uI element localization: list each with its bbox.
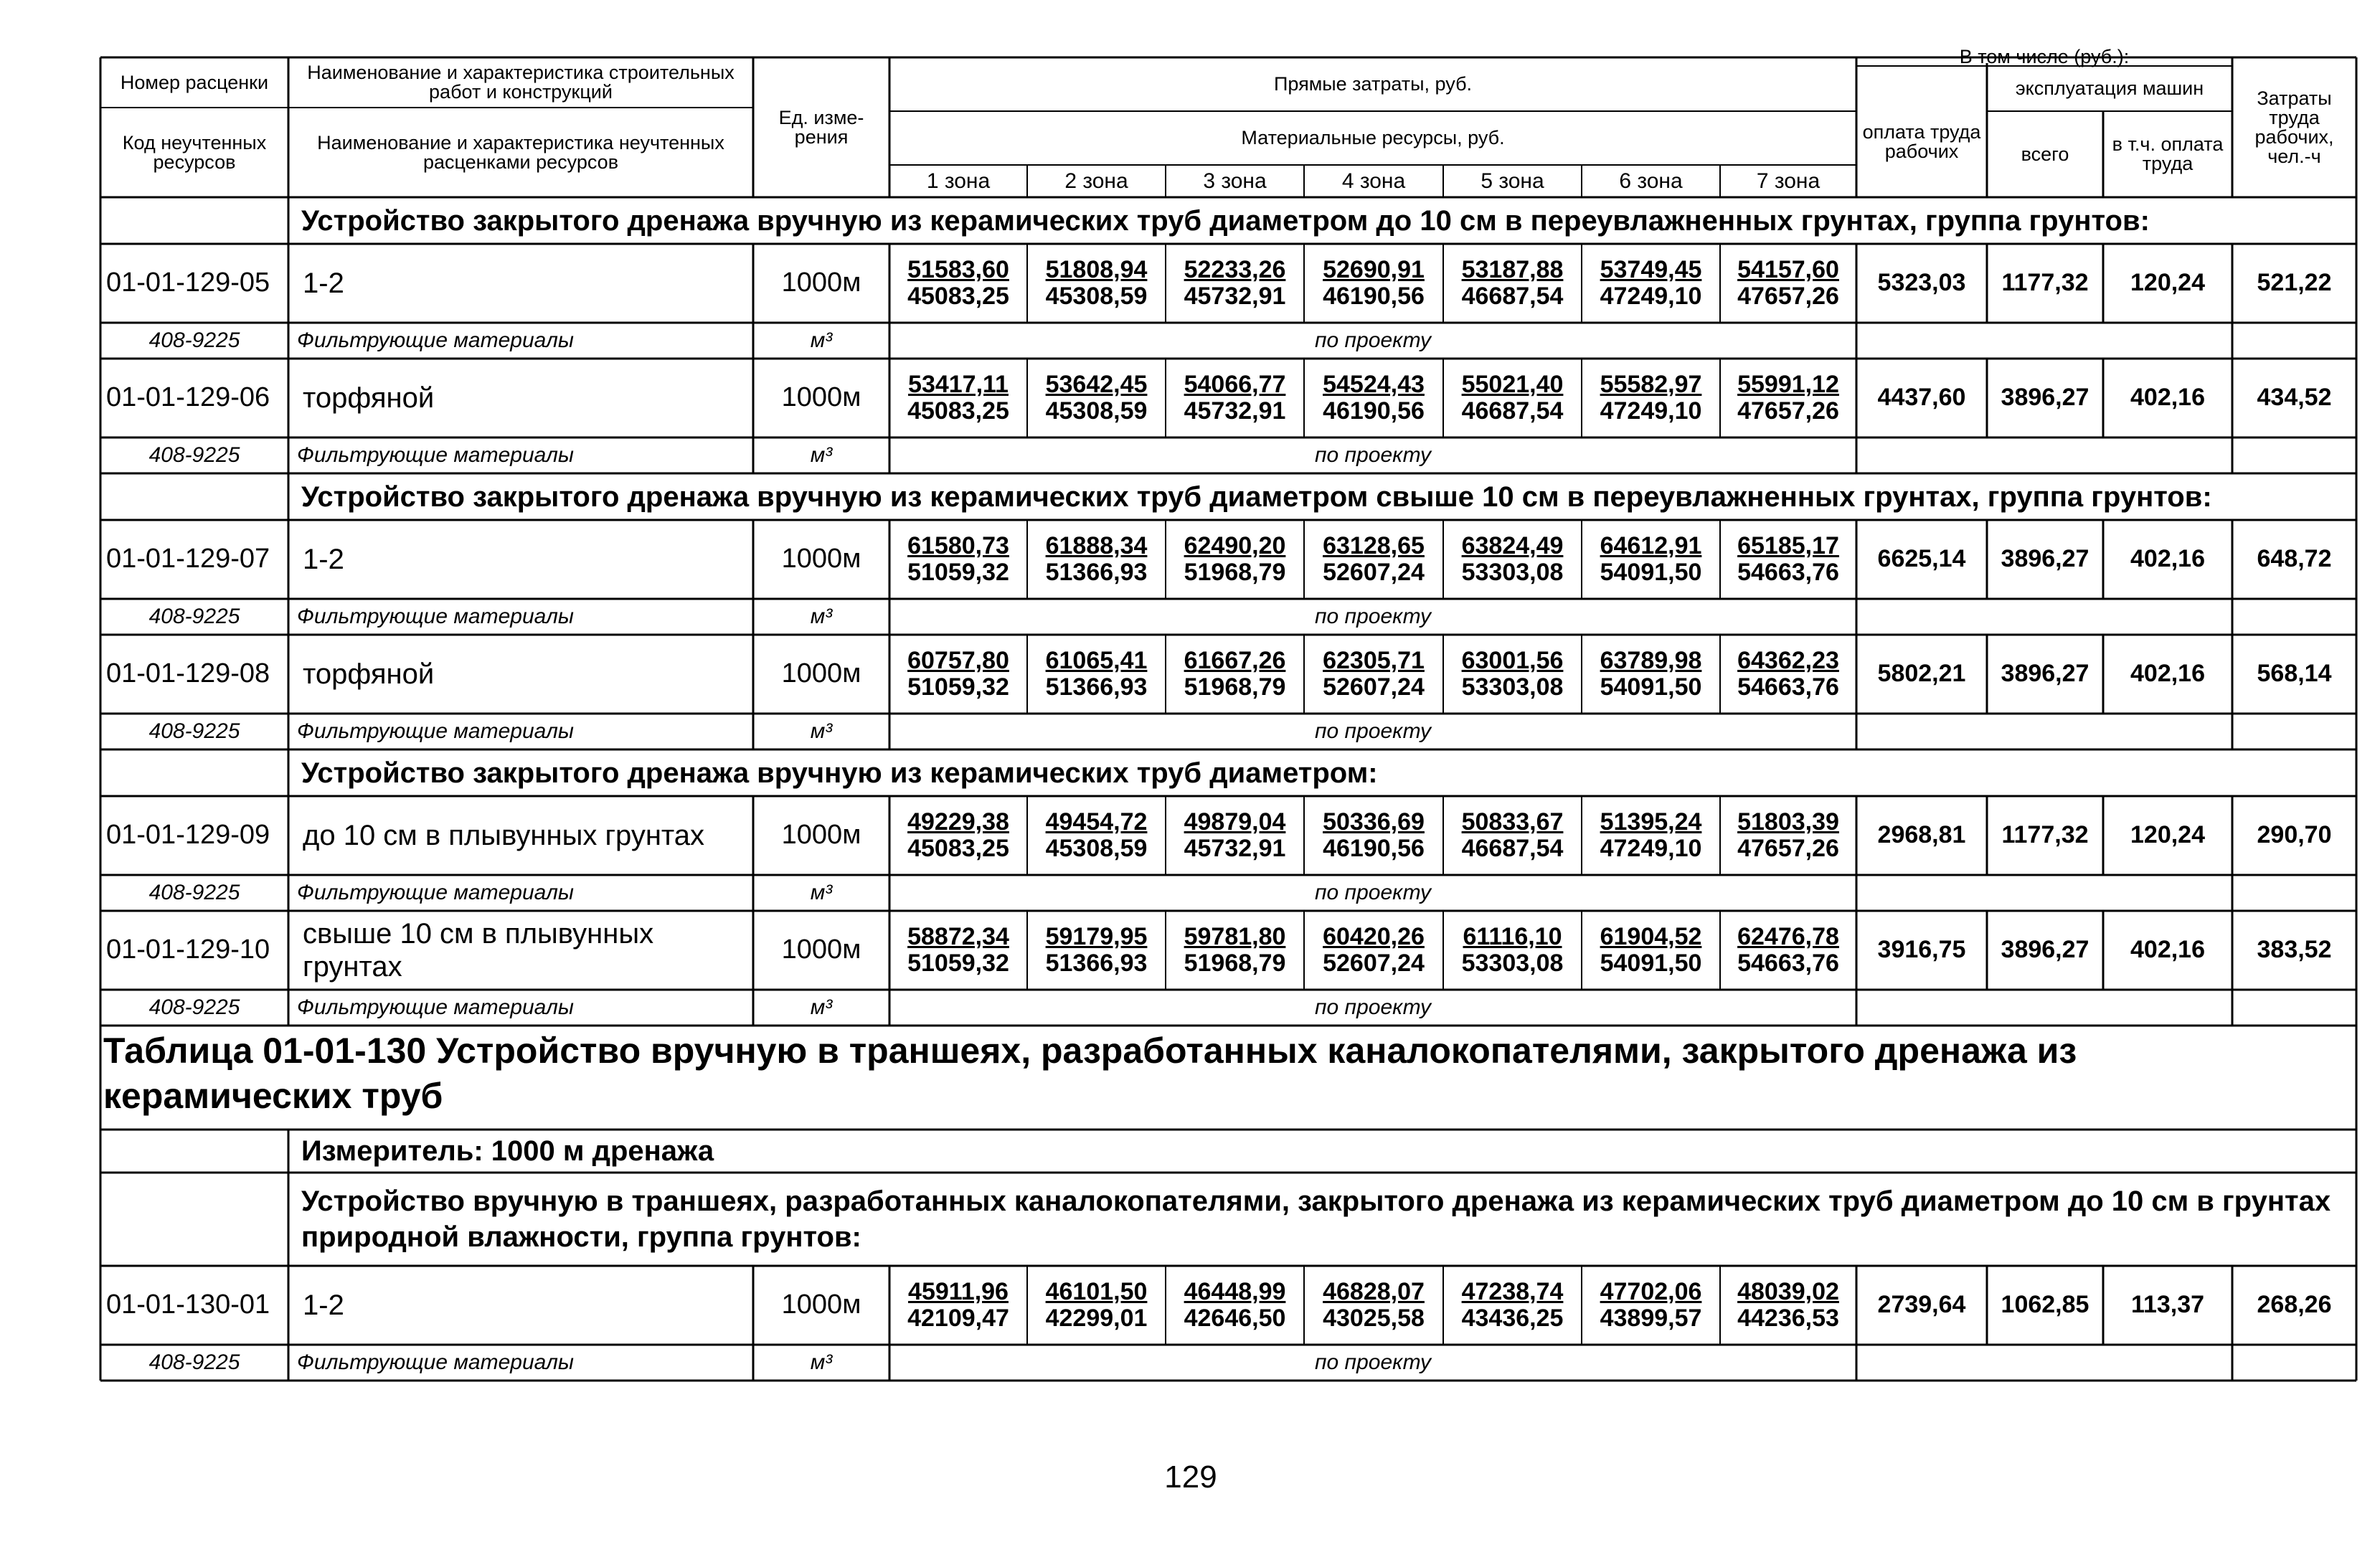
price-material: 45732,91 (1184, 283, 1286, 310)
price-total: 50336,69 (1323, 808, 1425, 836)
header-labor-pay: оплата труда рабочих (1862, 120, 1981, 162)
zone-price (1443, 796, 1582, 875)
price-total: 61065,41 (1045, 646, 1148, 674)
resource-code: 408-9225 (148, 328, 240, 353)
resource-unit: м³ (810, 443, 833, 468)
zone-price (1304, 244, 1443, 323)
unit: 1000м (781, 268, 861, 298)
price-total: 50833,67 (1461, 808, 1564, 836)
zone-price (1720, 244, 1856, 323)
machines-total: 3896,27 (2001, 936, 2089, 964)
group-heading: Устройство закрытого дренажа вручную из керамических труб диаметром свыше 10 см в переувлажненных грунтах, группа грунтов: (301, 481, 2212, 513)
header-code-bottom: Код неучтенных ресурсов (122, 131, 267, 173)
price-total: 53187,88 (1461, 255, 1564, 283)
price-material: 47657,26 (1737, 283, 1839, 310)
header-zone: 2 зона (1064, 169, 1128, 193)
price-total: 55021,40 (1461, 370, 1564, 398)
work-name: 1-2 (303, 1289, 344, 1321)
resource-name: Фильтрующие материалы (297, 443, 575, 468)
price-material: 46190,56 (1323, 397, 1425, 425)
header-zone: 3 зона (1203, 169, 1267, 193)
work-name: 1-2 (303, 268, 344, 299)
price-total: 52233,26 (1184, 255, 1286, 283)
zone-price (1582, 796, 1720, 875)
price-total: 55582,97 (1600, 370, 1702, 398)
machines-total: 3896,27 (2001, 384, 2089, 412)
labor-pay: 5802,21 (1877, 660, 1966, 688)
price-material: 45083,25 (907, 397, 1009, 425)
price-material: 45308,59 (1045, 283, 1148, 310)
price-material: 45083,25 (907, 835, 1009, 862)
price-total: 54157,60 (1737, 255, 1839, 283)
price-total: 59179,95 (1045, 922, 1148, 950)
price-total: 63128,65 (1323, 531, 1425, 559)
price-material: 46190,56 (1323, 283, 1425, 310)
header-material-resources: Материальные ресурсы, руб. (1241, 127, 1505, 148)
zone-price (1443, 911, 1582, 990)
price-material: 54663,76 (1737, 559, 1839, 586)
price-material: 45308,59 (1045, 397, 1148, 425)
zone-price (1443, 1266, 1582, 1345)
zone-price (1166, 520, 1304, 599)
rate-code: 01-01-129-09 (106, 820, 270, 851)
work-name: 1-2 (303, 544, 344, 575)
header-zone: 1 зона (926, 169, 991, 193)
machines-total: 3896,27 (2001, 545, 2089, 573)
price-total: 59781,80 (1184, 922, 1286, 950)
price-total: 51803,39 (1737, 808, 1839, 836)
price-material: 51059,32 (907, 950, 1009, 977)
work-name: до 10 см в плывунных грунтах (303, 820, 705, 851)
price-material: 45732,91 (1184, 835, 1286, 862)
price-material: 54663,76 (1737, 673, 1839, 701)
resource-code: 408-9225 (148, 1350, 240, 1375)
price-material: 53303,08 (1461, 559, 1564, 586)
price-material: 52607,24 (1323, 673, 1425, 701)
resource-code: 408-9225 (148, 443, 240, 468)
header-name-bottom: Наименование и характеристика неучтенных расценками ресурсов (317, 131, 724, 173)
price-total: 55991,12 (1737, 370, 1839, 398)
resource-unit: м³ (810, 881, 833, 905)
zone-price (1582, 911, 1720, 990)
resource-code: 408-9225 (148, 995, 240, 1020)
zone-price (1443, 520, 1582, 599)
price-material: 45732,91 (1184, 397, 1286, 425)
price-material: 47657,26 (1737, 835, 1839, 862)
resource-value: по проекту (1315, 443, 1431, 468)
price-total: 52690,91 (1323, 255, 1425, 283)
price-material: 51968,79 (1184, 950, 1286, 977)
zone-price (1443, 244, 1582, 323)
price-total: 62490,20 (1184, 531, 1286, 559)
zone-price (1304, 1266, 1443, 1345)
price-total: 63001,56 (1461, 646, 1564, 674)
header-including: В том числе (руб.): (1959, 45, 2130, 67)
price-total: 63824,49 (1461, 531, 1564, 559)
price-total: 49454,72 (1045, 808, 1148, 836)
labor-hours: 568,14 (2257, 660, 2332, 688)
zone-price (1166, 911, 1304, 990)
labor-hours: 383,52 (2257, 936, 2332, 964)
zone-price (1027, 244, 1166, 323)
labor-pay: 4437,60 (1877, 384, 1966, 412)
price-material: 46190,56 (1323, 835, 1425, 862)
price-total: 64362,23 (1737, 646, 1839, 674)
zone-price (1304, 796, 1443, 875)
zone-price (1166, 359, 1304, 437)
zone-price (1720, 520, 1856, 599)
table-title: Таблица 01-01-130 Устройство вручную в траншеях, разработанных каналокопателями, закрытого дренажа из керамических труб (103, 1031, 2077, 1116)
header-direct-costs: Прямые затраты, руб. (1273, 73, 1473, 95)
price-material: 46687,54 (1461, 835, 1564, 862)
resource-name: Фильтрующие материалы (297, 1350, 575, 1375)
work-name: торфяной (303, 382, 435, 414)
group-heading: Устройство закрытого дренажа вручную из керамических труб диаметром: (301, 757, 1378, 789)
price-total: 61667,26 (1184, 646, 1286, 674)
machines-total: 3896,27 (2001, 660, 2089, 688)
machines-total: 1177,32 (2001, 821, 2089, 849)
resource-value: по проекту (1315, 995, 1431, 1020)
price-material: 51968,79 (1184, 673, 1286, 701)
zone-price (1027, 635, 1166, 714)
price-material: 52607,24 (1323, 950, 1425, 977)
zone-price (889, 244, 1027, 323)
header-labor-cost: Затраты труда рабочих, чел.-ч (2254, 87, 2334, 167)
price-material: 51366,93 (1045, 673, 1148, 701)
labor-pay: 6625,14 (1877, 545, 1966, 573)
header-zone: 6 зона (1619, 169, 1683, 193)
price-total: 53749,45 (1600, 255, 1702, 283)
zone-price (1027, 1266, 1166, 1345)
zone-price (889, 359, 1027, 437)
labor-hours: 648,72 (2257, 545, 2332, 573)
zone-price (1166, 796, 1304, 875)
zone-price (1304, 635, 1443, 714)
price-material: 47249,10 (1600, 283, 1702, 310)
labor-pay: 2968,81 (1877, 821, 1966, 849)
machines-total: 1177,32 (2001, 269, 2089, 297)
resource-value: по проекту (1315, 1350, 1431, 1375)
labor-hours: 434,52 (2257, 384, 2332, 412)
zone-price (1582, 359, 1720, 437)
unit: 1000м (781, 544, 861, 574)
header-zone: 7 зона (1756, 169, 1821, 193)
price-material: 51366,93 (1045, 559, 1148, 586)
header-code-top: Номер расценки (120, 71, 269, 93)
price-material: 43899,57 (1600, 1305, 1702, 1332)
price-total: 61888,34 (1045, 531, 1148, 559)
zone-price (1027, 520, 1166, 599)
rate-code: 01-01-129-07 (106, 544, 270, 574)
price-material: 43436,25 (1461, 1305, 1564, 1332)
page-number: 129 (1164, 1459, 1217, 1495)
zone-price (1166, 1266, 1304, 1345)
resource-name: Фильтрующие материалы (297, 328, 575, 353)
price-total: 51395,24 (1600, 808, 1702, 836)
price-total: 54066,77 (1184, 370, 1286, 398)
zone-price (1304, 359, 1443, 437)
unit: 1000м (781, 934, 861, 965)
price-material: 53303,08 (1461, 950, 1564, 977)
labor-pay: 5323,03 (1877, 269, 1966, 297)
price-total: 53642,45 (1045, 370, 1148, 398)
price-total: 58872,34 (907, 922, 1009, 950)
price-material: 44236,53 (1737, 1305, 1839, 1332)
price-total: 51808,94 (1045, 255, 1148, 283)
price-material: 51059,32 (907, 673, 1009, 701)
resource-value: по проекту (1315, 719, 1431, 744)
zone-price (1443, 359, 1582, 437)
unit: 1000м (781, 1289, 861, 1320)
zone-price (889, 1266, 1027, 1345)
labor-pay: 2739,64 (1877, 1291, 1966, 1319)
rate-code: 01-01-129-05 (106, 268, 270, 298)
price-total: 62476,78 (1737, 922, 1839, 950)
price-total: 65185,17 (1737, 531, 1839, 559)
machines-labor: 113,37 (2130, 1291, 2205, 1319)
price-material: 54091,50 (1600, 950, 1702, 977)
zone-price (1166, 244, 1304, 323)
resource-code: 408-9225 (148, 881, 240, 905)
labor-hours: 521,22 (2257, 269, 2332, 297)
group-heading: Измеритель: 1000 м дренажа (301, 1135, 714, 1167)
price-material: 54091,50 (1600, 673, 1702, 701)
resource-name: Фильтрующие материалы (297, 881, 575, 905)
price-material: 47249,10 (1600, 835, 1702, 862)
work-name: свыше 10 см в плывунных грунтах (303, 918, 654, 983)
price-total: 63789,98 (1600, 646, 1702, 674)
resource-code: 408-9225 (148, 719, 240, 744)
header-machines: эксплуатация машин (2015, 77, 2204, 99)
zone-price (1720, 359, 1856, 437)
price-total: 62305,71 (1323, 646, 1425, 674)
price-material: 45308,59 (1045, 835, 1148, 862)
resource-value: по проекту (1315, 328, 1431, 353)
price-material: 43025,58 (1323, 1305, 1425, 1332)
price-material: 42109,47 (907, 1305, 1009, 1332)
price-total: 45911,96 (908, 1277, 1009, 1305)
resource-name: Фильтрующие материалы (297, 719, 575, 744)
price-material: 51968,79 (1184, 559, 1286, 586)
machines-labor: 402,16 (2130, 384, 2205, 412)
resource-code: 408-9225 (148, 605, 240, 629)
price-total: 60757,80 (907, 646, 1009, 674)
zone-price (1720, 911, 1856, 990)
header-zone: 5 зона (1481, 169, 1544, 193)
price-material: 54663,76 (1737, 950, 1839, 977)
zone-price (889, 520, 1027, 599)
price-total: 61904,52 (1600, 922, 1702, 950)
price-material: 51366,93 (1045, 950, 1148, 977)
zone-price (889, 796, 1027, 875)
price-material: 42646,50 (1184, 1305, 1286, 1332)
resource-unit: м³ (810, 328, 833, 353)
zone-price (1304, 520, 1443, 599)
zone-price (1582, 244, 1720, 323)
resource-value: по проекту (1315, 605, 1431, 629)
resource-unit: м³ (810, 605, 833, 629)
labor-hours: 268,26 (2257, 1291, 2332, 1319)
group-heading: Устройство вручную в траншеях, разработанных каналокопателями, закрытого дренажа из керамических труб диаметром до 10 см в грунтах природной влажности, группа грунтов: (301, 1186, 2331, 1253)
zone-price (1027, 796, 1166, 875)
zone-price (1582, 635, 1720, 714)
labor-hours: 290,70 (2257, 821, 2332, 849)
price-total: 61580,73 (907, 531, 1009, 559)
price-total: 49879,04 (1184, 808, 1286, 836)
price-material: 46687,54 (1461, 283, 1564, 310)
price-total: 46101,50 (1045, 1277, 1148, 1305)
header-name-top: Наименование и характеристика строительных работ и конструкций (307, 62, 735, 103)
price-material: 42299,01 (1045, 1305, 1148, 1332)
header-zone: 4 зона (1341, 169, 1406, 193)
rate-code: 01-01-129-06 (106, 382, 270, 413)
zone-price (1582, 1266, 1720, 1345)
labor-pay: 3916,75 (1877, 936, 1966, 964)
group-heading: Устройство закрытого дренажа вручную из керамических труб диаметром до 10 см в переувлажненных грунтах, группа грунтов: (301, 204, 2150, 237)
price-material: 52607,24 (1323, 559, 1425, 586)
zone-price (889, 911, 1027, 990)
machines-labor: 120,24 (2130, 821, 2205, 849)
price-total: 47702,06 (1600, 1277, 1702, 1305)
price-total: 46448,99 (1184, 1277, 1286, 1305)
unit: 1000м (781, 820, 861, 851)
machines-labor: 402,16 (2130, 936, 2205, 964)
price-material: 54091,50 (1600, 559, 1702, 586)
resource-unit: м³ (810, 1350, 833, 1375)
resource-name: Фильтрующие материалы (297, 605, 575, 629)
price-total: 53417,11 (908, 370, 1009, 398)
rate-code: 01-01-130-01 (106, 1289, 270, 1320)
resource-value: по проекту (1315, 881, 1431, 905)
zone-price (1304, 911, 1443, 990)
header-unit: Ед. изме-рения (778, 106, 864, 148)
price-material: 47249,10 (1600, 397, 1702, 425)
price-total: 51583,60 (907, 255, 1009, 283)
machines-total: 1062,85 (2001, 1291, 2089, 1319)
price-total: 60420,26 (1323, 922, 1425, 950)
zone-price (1582, 520, 1720, 599)
rate-code: 01-01-129-10 (106, 934, 270, 965)
unit: 1000м (781, 658, 861, 689)
machines-labor: 120,24 (2130, 269, 2205, 297)
zone-price (1443, 635, 1582, 714)
resource-unit: м³ (810, 995, 833, 1020)
work-name: торфяной (303, 658, 435, 690)
price-total: 54524,43 (1323, 370, 1425, 398)
zone-price (889, 635, 1027, 714)
rate-code: 01-01-129-08 (106, 658, 270, 689)
price-total: 49229,38 (907, 808, 1009, 836)
price-total: 64612,91 (1600, 531, 1702, 559)
price-material: 47657,26 (1737, 397, 1839, 425)
price-total: 47238,74 (1461, 1277, 1564, 1305)
price-material: 53303,08 (1461, 673, 1564, 701)
price-material: 51059,32 (907, 559, 1009, 586)
price-material: 46687,54 (1461, 397, 1564, 425)
machines-labor: 402,16 (2130, 660, 2205, 688)
header-machines-total: всего (2021, 143, 2069, 165)
price-total: 61116,10 (1463, 922, 1562, 950)
zone-price (1166, 635, 1304, 714)
price-material: 45083,25 (907, 283, 1009, 310)
zone-price (1027, 359, 1166, 437)
zone-price (1720, 635, 1856, 714)
price-total: 48039,02 (1737, 1277, 1839, 1305)
resource-name: Фильтрующие материалы (297, 995, 575, 1020)
zone-price (1720, 1266, 1856, 1345)
zone-price (1027, 911, 1166, 990)
header-machines-labor: в т.ч. оплата труда (2112, 133, 2224, 174)
unit: 1000м (781, 382, 861, 413)
price-total: 46828,07 (1323, 1277, 1425, 1305)
resource-unit: м³ (810, 719, 833, 744)
zone-price (1720, 796, 1856, 875)
machines-labor: 402,16 (2130, 545, 2205, 573)
